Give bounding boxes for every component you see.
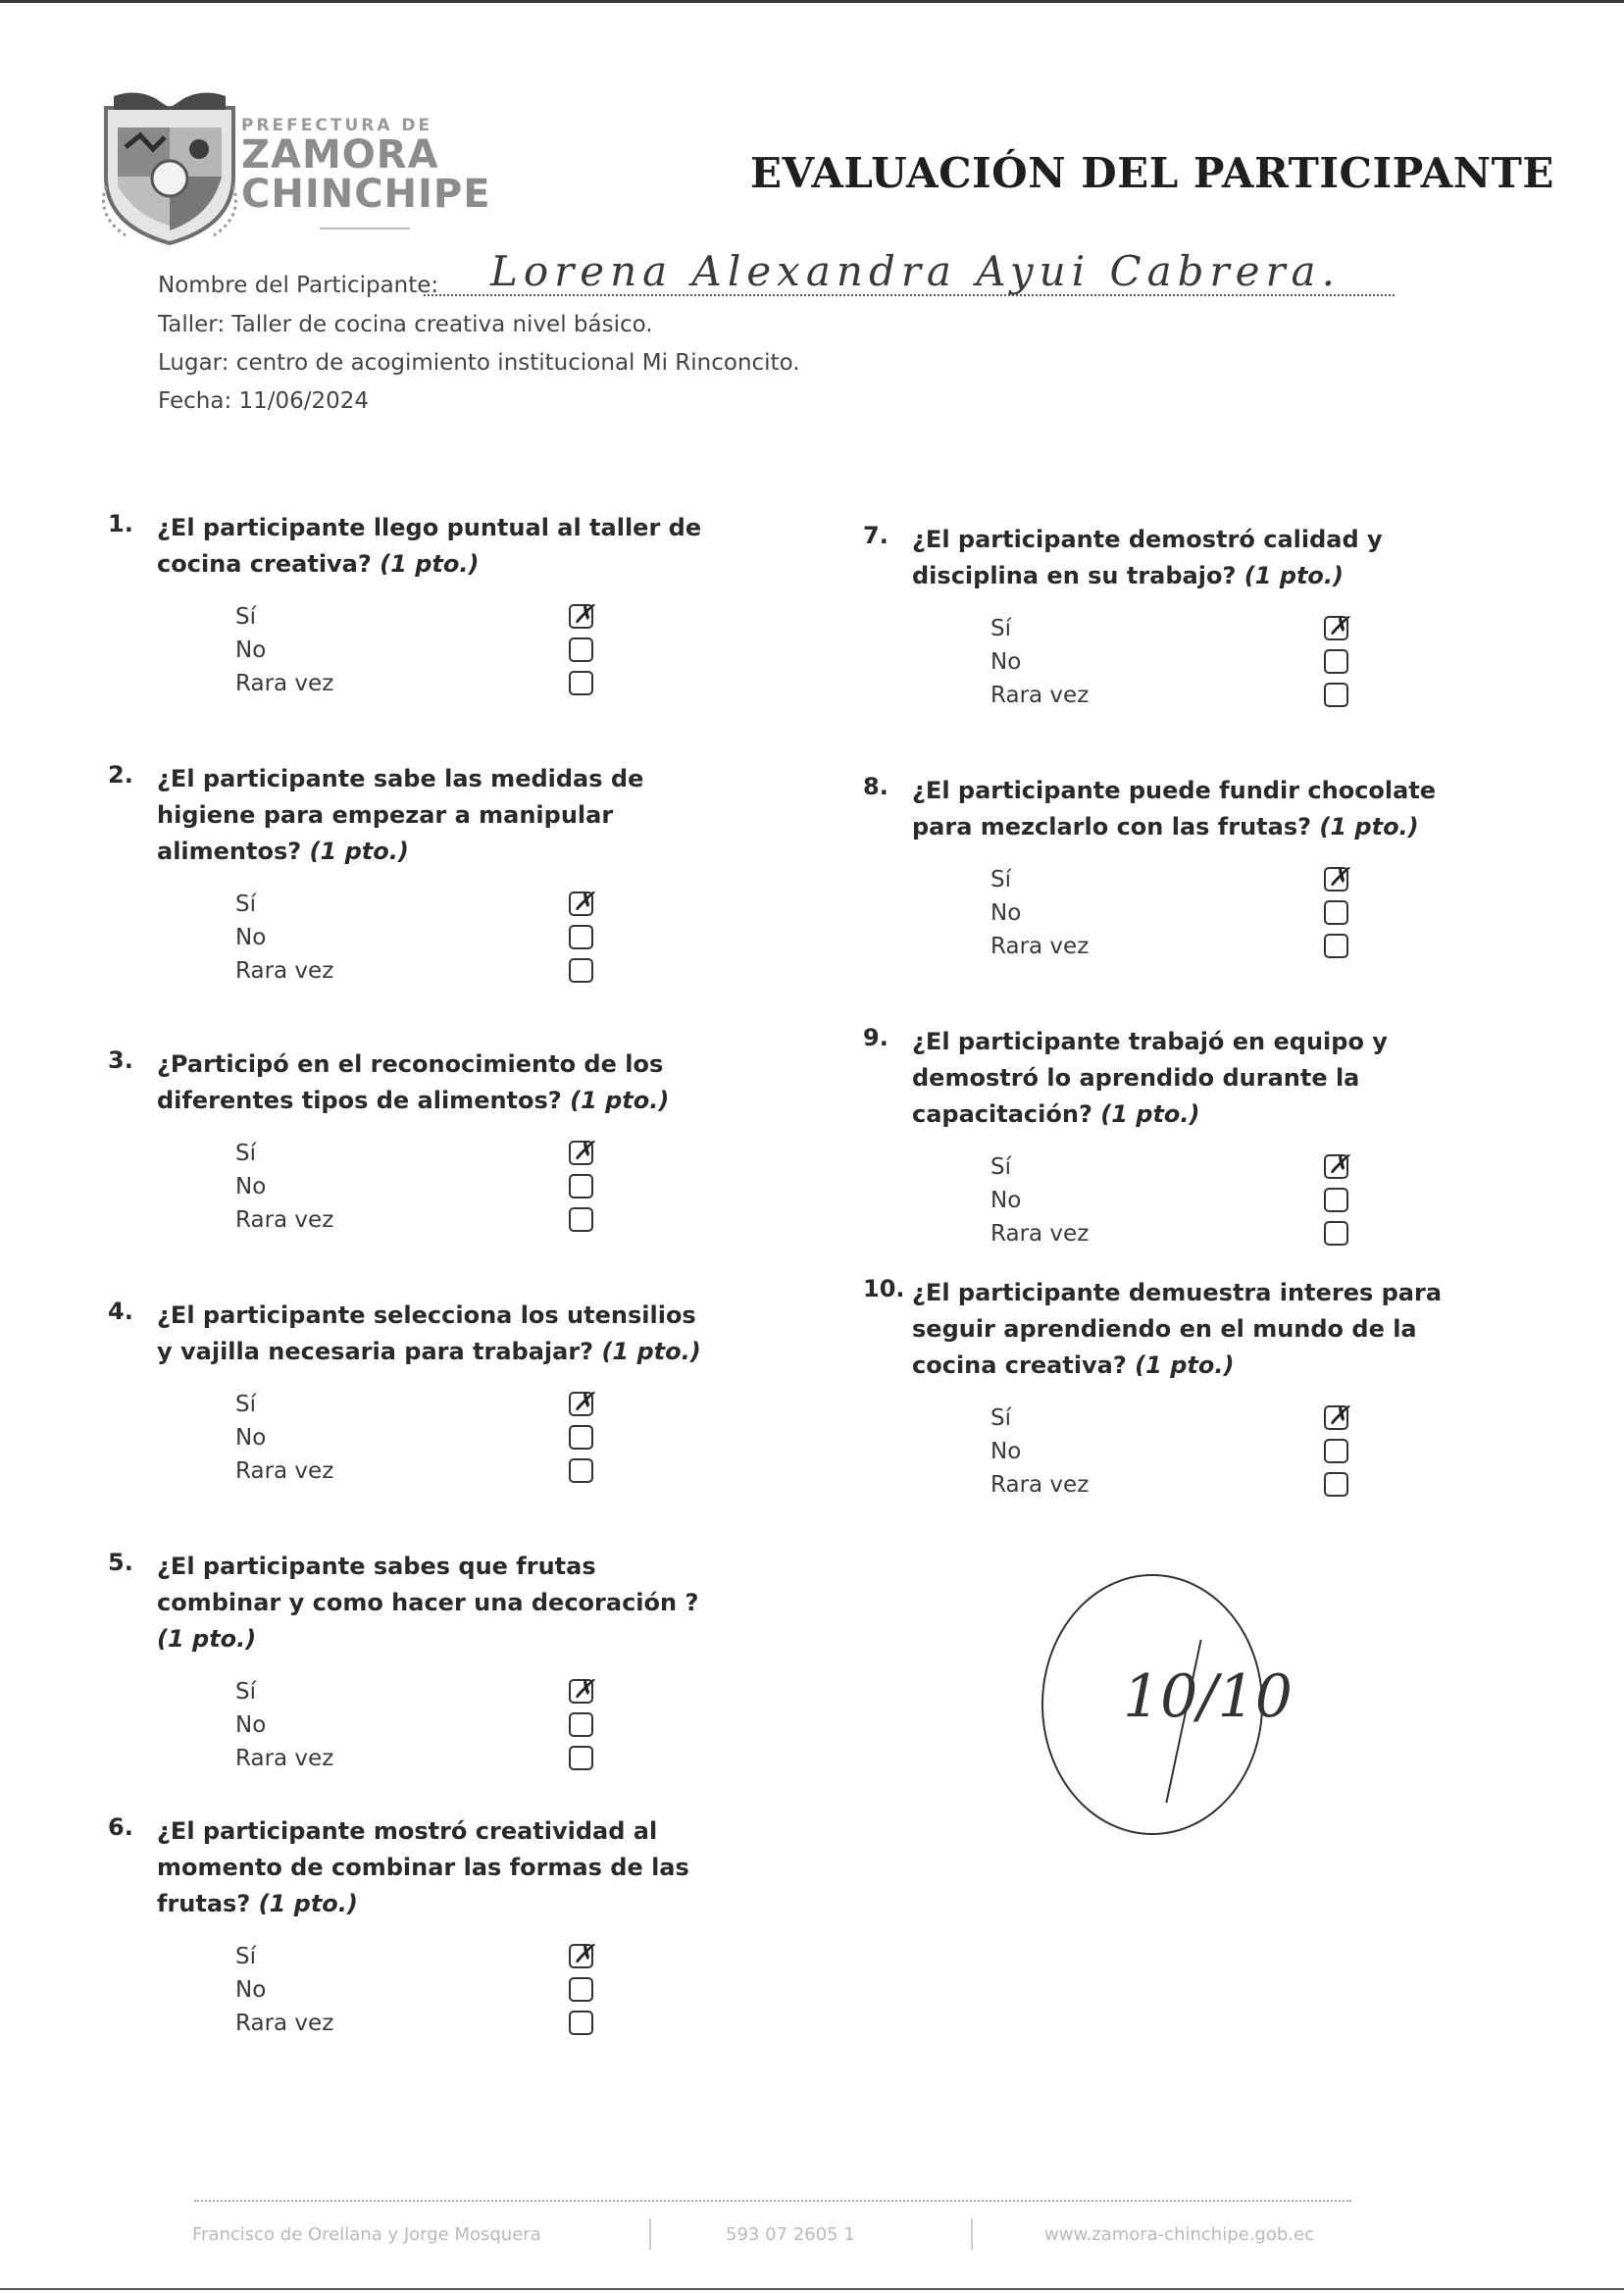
option-label: Sí <box>990 867 1011 892</box>
document-title: EVALUACIÓN DEL PARTICIPANTE <box>750 149 1554 197</box>
checkmark-icon: ✗ <box>573 1388 594 1417</box>
score-handwritten: 10/10 <box>1123 1662 1293 1731</box>
question-text <box>912 522 1471 594</box>
option-checkbox[interactable] <box>569 1940 594 1969</box>
option-checkbox[interactable] <box>569 1137 594 1166</box>
checkmark-icon: ✗ <box>1328 1150 1349 1180</box>
answer-option <box>108 1172 716 1205</box>
question-text <box>157 761 716 870</box>
question-body: ¿El participante mostró creatividad al momento de combinar las formas de las frutas? <box>157 1817 689 1917</box>
option-label: No <box>990 1439 1022 1464</box>
question-number: 9. <box>863 1024 888 1051</box>
answer-option <box>108 1205 716 1239</box>
question-9 <box>863 1024 1471 1252</box>
option-checkbox[interactable] <box>569 1712 593 1737</box>
answer-options <box>863 1403 1471 1504</box>
option-checkbox[interactable] <box>1324 934 1348 958</box>
option-checkbox[interactable] <box>569 888 594 917</box>
answer-options <box>108 1677 716 1777</box>
answer-option <box>863 865 1471 898</box>
question-text <box>912 773 1471 845</box>
question-body: ¿El participante puede fundir chocolate para mezclarlo con las frutas? <box>912 777 1437 841</box>
name-label: Nombre del Participante: <box>158 273 439 298</box>
answer-options <box>108 1390 716 1490</box>
question-text <box>157 1046 716 1119</box>
question-number: 2. <box>108 761 133 789</box>
question-text <box>157 1549 716 1657</box>
answer-options <box>108 890 716 990</box>
answer-option <box>108 1456 716 1490</box>
answer-option <box>108 1744 716 1777</box>
option-label: Rara vez <box>235 2011 334 2036</box>
answer-options <box>108 1139 716 1239</box>
answer-option <box>863 1470 1471 1504</box>
place-line: Lugar: centro de acogimiento institucional Mi Rinconcito. <box>158 350 800 376</box>
option-checkbox[interactable] <box>569 1174 593 1198</box>
option-label: No <box>235 1712 267 1738</box>
answer-option <box>863 932 1471 965</box>
question-2 <box>108 761 716 990</box>
option-label: No <box>990 1188 1022 1213</box>
checkmark-icon: ✗ <box>1328 1402 1349 1431</box>
answer-option <box>108 1942 716 1975</box>
option-label: No <box>235 1174 267 1199</box>
scan-edge-top <box>0 0 1624 3</box>
answer-option <box>108 923 716 956</box>
question-text <box>912 1024 1471 1133</box>
footer-website: www.zamora-chinchipe.gob.ec <box>1044 2224 1314 2245</box>
answer-option <box>863 1152 1471 1186</box>
participant-name-handwritten: Lorena Alexandra Ayui Cabrera. <box>490 247 1341 295</box>
answer-option <box>108 1975 716 2009</box>
option-label: No <box>235 925 267 950</box>
option-label: No <box>990 900 1022 926</box>
question-text <box>912 1275 1471 1384</box>
option-checkbox[interactable] <box>569 1458 593 1483</box>
checkmark-icon: ✗ <box>573 1137 594 1166</box>
brand-line2: CHINCHIPE <box>241 172 491 217</box>
question-body: ¿El participante llego puntual al taller de cocina creativa? <box>157 514 702 578</box>
option-label: No <box>235 1425 267 1451</box>
option-checkbox[interactable] <box>1324 1439 1348 1463</box>
footer-phone: 593 07 2605 1 <box>726 2224 855 2245</box>
answer-option <box>108 1390 716 1423</box>
option-label: Rara vez <box>235 1746 334 1771</box>
answer-option <box>108 956 716 990</box>
brand-underline <box>320 228 410 229</box>
option-label: Sí <box>235 1944 256 1969</box>
question-text <box>157 510 716 583</box>
answer-options <box>108 1942 716 2042</box>
scan-edge-bottom <box>0 2288 1624 2290</box>
option-checkbox[interactable] <box>569 637 593 662</box>
answer-option <box>863 1219 1471 1252</box>
question-body: ¿El participante demuestra interes para seguir aprendiendo en el mundo de la cocina creativa? <box>912 1279 1443 1379</box>
answer-options <box>863 1152 1471 1252</box>
question-points: (1 pto.) <box>1319 813 1419 841</box>
option-label: Rara vez <box>235 1207 334 1233</box>
option-label: Sí <box>235 1392 256 1417</box>
answer-option <box>108 890 716 923</box>
question-points: (1 pto.) <box>380 550 480 578</box>
answer-option <box>108 2009 716 2042</box>
answer-options <box>863 865 1471 965</box>
checkmark-icon: ✗ <box>573 888 594 917</box>
option-checkbox[interactable] <box>1324 683 1348 707</box>
date-line: Fecha: 11/06/2024 <box>158 388 370 414</box>
checkmark-icon: ✗ <box>1328 863 1349 892</box>
option-checkbox[interactable] <box>1324 900 1348 925</box>
question-body: ¿El participante demostró calidad y disciplina en su trabajo? <box>912 526 1383 589</box>
option-label: Rara vez <box>235 1458 334 1484</box>
brand-block <box>241 116 491 229</box>
question-body: ¿El participante sabes que frutas combinar y como hacer una decoración ? <box>157 1553 699 1616</box>
option-label: Sí <box>990 1154 1011 1180</box>
question-number: 5. <box>108 1549 133 1576</box>
option-label: Sí <box>235 604 256 630</box>
option-checkbox[interactable] <box>1324 1402 1349 1431</box>
question-body: ¿Participó en el reconocimiento de los diferentes tipos de alimentos? <box>157 1050 664 1114</box>
answer-option <box>108 669 716 702</box>
question-points: (1 pto.) <box>258 1890 358 1917</box>
checkmark-icon: ✗ <box>573 1675 594 1705</box>
question-4 <box>108 1298 716 1490</box>
answer-option <box>863 681 1471 714</box>
footer-separator <box>649 2218 651 2250</box>
question-number: 3. <box>108 1046 133 1074</box>
option-checkbox[interactable] <box>569 1388 594 1417</box>
question-text <box>157 1813 716 1922</box>
answer-option <box>863 647 1471 681</box>
answer-option <box>108 1710 716 1744</box>
prefectura-coat-of-arms-icon <box>96 88 243 245</box>
option-label: Sí <box>235 892 256 917</box>
question-10 <box>863 1275 1471 1504</box>
option-checkbox[interactable] <box>569 925 593 949</box>
answer-option <box>863 1437 1471 1470</box>
question-points: (1 pto.) <box>309 838 409 865</box>
question-points: (1 pto.) <box>1135 1351 1235 1379</box>
option-checkbox[interactable] <box>1324 1472 1348 1497</box>
question-number: 1. <box>108 510 133 537</box>
option-checkbox[interactable] <box>569 1675 594 1705</box>
option-label: No <box>235 637 267 663</box>
option-checkbox[interactable] <box>569 1207 593 1232</box>
answer-option <box>108 1423 716 1456</box>
option-checkbox[interactable] <box>1324 649 1348 674</box>
checkmark-icon: ✗ <box>573 1940 594 1969</box>
option-label: Rara vez <box>990 934 1090 959</box>
question-number: 6. <box>108 1813 133 1841</box>
workshop-line: Taller: Taller de cocina creativa nivel básico. <box>158 312 653 337</box>
option-checkbox[interactable] <box>1324 1150 1349 1180</box>
option-checkbox[interactable] <box>569 2011 593 2035</box>
answer-option <box>108 602 716 636</box>
answer-option <box>863 898 1471 932</box>
answer-option <box>863 1186 1471 1219</box>
option-label: No <box>990 649 1022 675</box>
option-label: Sí <box>235 1141 256 1166</box>
question-body: ¿El participante sabe las medidas de higiene para empezar a manipular alimentos? <box>157 765 644 865</box>
option-checkbox[interactable] <box>569 671 593 695</box>
option-label: No <box>235 1977 267 2003</box>
option-label: Sí <box>990 616 1011 641</box>
option-label: Rara vez <box>235 958 334 984</box>
question-text <box>157 1298 716 1370</box>
question-points: (1 pto.) <box>1243 562 1344 589</box>
option-checkbox[interactable] <box>569 600 594 630</box>
answer-options <box>108 602 716 702</box>
option-label: Rara vez <box>235 671 334 696</box>
question-5 <box>108 1549 716 1777</box>
question-points: (1 pto.) <box>1100 1100 1200 1128</box>
question-7 <box>863 522 1471 714</box>
checkmark-icon: ✗ <box>573 600 594 630</box>
option-checkbox[interactable] <box>569 958 593 983</box>
answer-option <box>863 1403 1471 1437</box>
option-checkbox[interactable] <box>569 1746 593 1770</box>
answer-options <box>863 614 1471 714</box>
question-number: 8. <box>863 773 888 800</box>
answer-option <box>108 1139 716 1172</box>
question-number: 7. <box>863 522 888 549</box>
question-body: ¿El participante selecciona los utensilios y vajilla necesaria para trabajar? <box>157 1301 696 1365</box>
question-1 <box>108 510 716 702</box>
footer-divider <box>194 2200 1351 2202</box>
question-8 <box>863 773 1471 965</box>
answer-option <box>108 636 716 669</box>
question-points: (1 pto.) <box>157 1625 257 1653</box>
footer-separator <box>971 2218 973 2250</box>
option-label: Rara vez <box>990 1472 1090 1498</box>
brand-line1: ZAMORA <box>241 132 439 178</box>
option-checkbox[interactable] <box>569 1425 593 1450</box>
option-label: Rara vez <box>990 1221 1090 1247</box>
option-label: Sí <box>235 1679 256 1705</box>
footer-address: Francisco de Orellana y Jorge Mosquera <box>192 2224 541 2245</box>
option-checkbox[interactable] <box>1324 612 1349 641</box>
option-checkbox[interactable] <box>1324 863 1349 892</box>
answer-option <box>863 614 1471 647</box>
question-3 <box>108 1046 716 1239</box>
option-checkbox[interactable] <box>1324 1188 1348 1212</box>
question-points: (1 pto.) <box>601 1338 701 1365</box>
checkmark-icon: ✗ <box>1328 612 1349 641</box>
question-6 <box>108 1813 716 2042</box>
option-label: Sí <box>990 1405 1011 1431</box>
option-checkbox[interactable] <box>569 1977 593 2002</box>
question-points: (1 pto.) <box>570 1087 670 1114</box>
question-body: ¿El participante trabajó en equipo y demostró lo aprendido durante la capacitación? <box>912 1028 1388 1128</box>
option-label: Rara vez <box>990 683 1090 708</box>
brand-small-text: PREFECTURA DE <box>241 116 433 135</box>
question-number: 10. <box>863 1275 905 1302</box>
answer-option <box>108 1677 716 1710</box>
question-number: 4. <box>108 1298 133 1325</box>
option-checkbox[interactable] <box>1324 1221 1348 1246</box>
